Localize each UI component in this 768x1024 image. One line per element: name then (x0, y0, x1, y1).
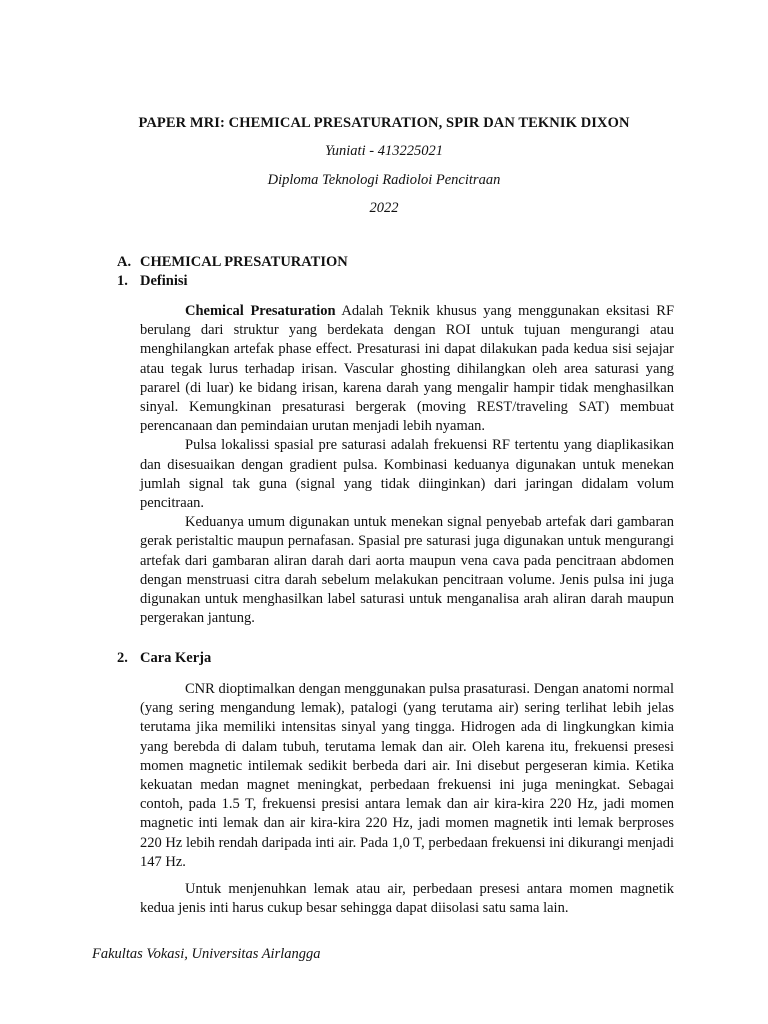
subheading-number: 2. (117, 650, 128, 666)
page-footer: Fakultas Vokasi, Universitas Airlangga (92, 946, 321, 962)
section-letter: A. (117, 254, 132, 270)
program-line: Diploma Teknologi Radioloi Pencitraan (267, 172, 501, 188)
cara-kerja-body (140, 680, 674, 872)
subheading-title: Cara Kerja (140, 650, 212, 666)
section-title: CHEMICAL PRESATURATION (140, 254, 348, 270)
subheading-title: Definisi (140, 273, 188, 289)
subheading-cara-kerja (117, 650, 211, 667)
subheading-definisi (117, 273, 188, 290)
subheading-number: 1. (117, 273, 128, 289)
paragraph: CNR dioptimalkan dengan menggunakan pulsa prasaturasi. Dengan anatomi normal (yang sering mengandung lemak), patalogi (yang terutama air) sering terlihat lebih jelas terutama jika memiliki intensitas sinyal yang tingga. Hidrogen ada di lingkungkan kimia yang berebda di dalam tubuh, terutama lemak dan air. Oleh karena itu, frekuensi presesi momen magnetic intilemak sedikit berbeda dari air. Ini disebut pergeseran kimia. Ketika kekuatan medan magnet meningkat, perbedaan frekuensi ini juga meningkat. Sebagai contoh, pada 1.5 T, frekuensi presisi antara lemak dan air kira-kira 220 Hz, jadi momen magnetic inti lemak dan air kira-kira 220 Hz, jadi momen magnetik inti lemak berproses 220 Hz lebih rendah daripada inti air. Pada 1,0 T, perbedaan frekuensi ini dikurangi menjadi 147 Hz. (140, 681, 674, 870)
paragraph: Keduanya umum digunakan untuk menekan signal penyebab artefak dari gambaran gerak peristaltic maupun pernafasan. Spasial pre saturasi juga digunakan untuk mengurangi artefak dari gambaran aliran darah dari aorta maupun vena cava pada pencitraan abdomen dengan menstruasi citra darah sebelum melakukan pencitraan volume. Jenis pulsa ini juga digunakan untuk menghasilkan label saturasi untuk menganalisa arah aliran darah maupun pergerakan jantung. (140, 514, 674, 627)
paragraph: Untuk menjenuhkan lemak atau air, perbedaan presesi antara momen magnetik kedua jenis inti harus cukup besar sehingga dapat diisolasi satu sama lain. (140, 881, 674, 917)
paragraph (140, 302, 674, 436)
year-line: 2022 (369, 200, 399, 216)
paragraph: Pulsa lokalissi spasial pre saturasi adalah frekuensi RF tertentu yang diaplikasikan dan disesuaikan dengan gradient pulsa. Kombinasi keduanya digunakan untuk menekan jumlah signal tak guna (signal yang tidak diinginkan) dari jaringan didalam volum pencitraan. (140, 437, 674, 512)
definisi-body (140, 302, 674, 628)
paper-title: PAPER MRI: CHEMICAL PRESATURATION, SPIR DAN TEKNIK DIXON (138, 115, 630, 131)
cara-kerja-body-2 (140, 880, 674, 918)
section-heading-a (117, 254, 348, 271)
paragraph-text: Adalah Teknik khusus yang menggunakan eksitasi RF berulang dari struktur yang berdekata dengan ROI untuk tujuan mengurangi atau menghilangkan artefak phase effect. Presaturasi ini dapat dilakukan pada kedua sisi sejajar atau tegak lurus terhadap irisan. Vascular ghosting dihilangkan oleh area saturasi yang pararel (di luar) ke bidang irisan, karena darah yang mengalir hampir tidak menghasilkan sinyal. Kemungkinan presaturasi bergerak (moving REST/traveling SAT) membuat perencanaan dan pemindaian urutan menjadi lebih nyaman. (140, 303, 675, 435)
author-line: Yuniati - 413225021 (325, 143, 443, 159)
bold-term: Chemical Presaturation (185, 303, 336, 319)
